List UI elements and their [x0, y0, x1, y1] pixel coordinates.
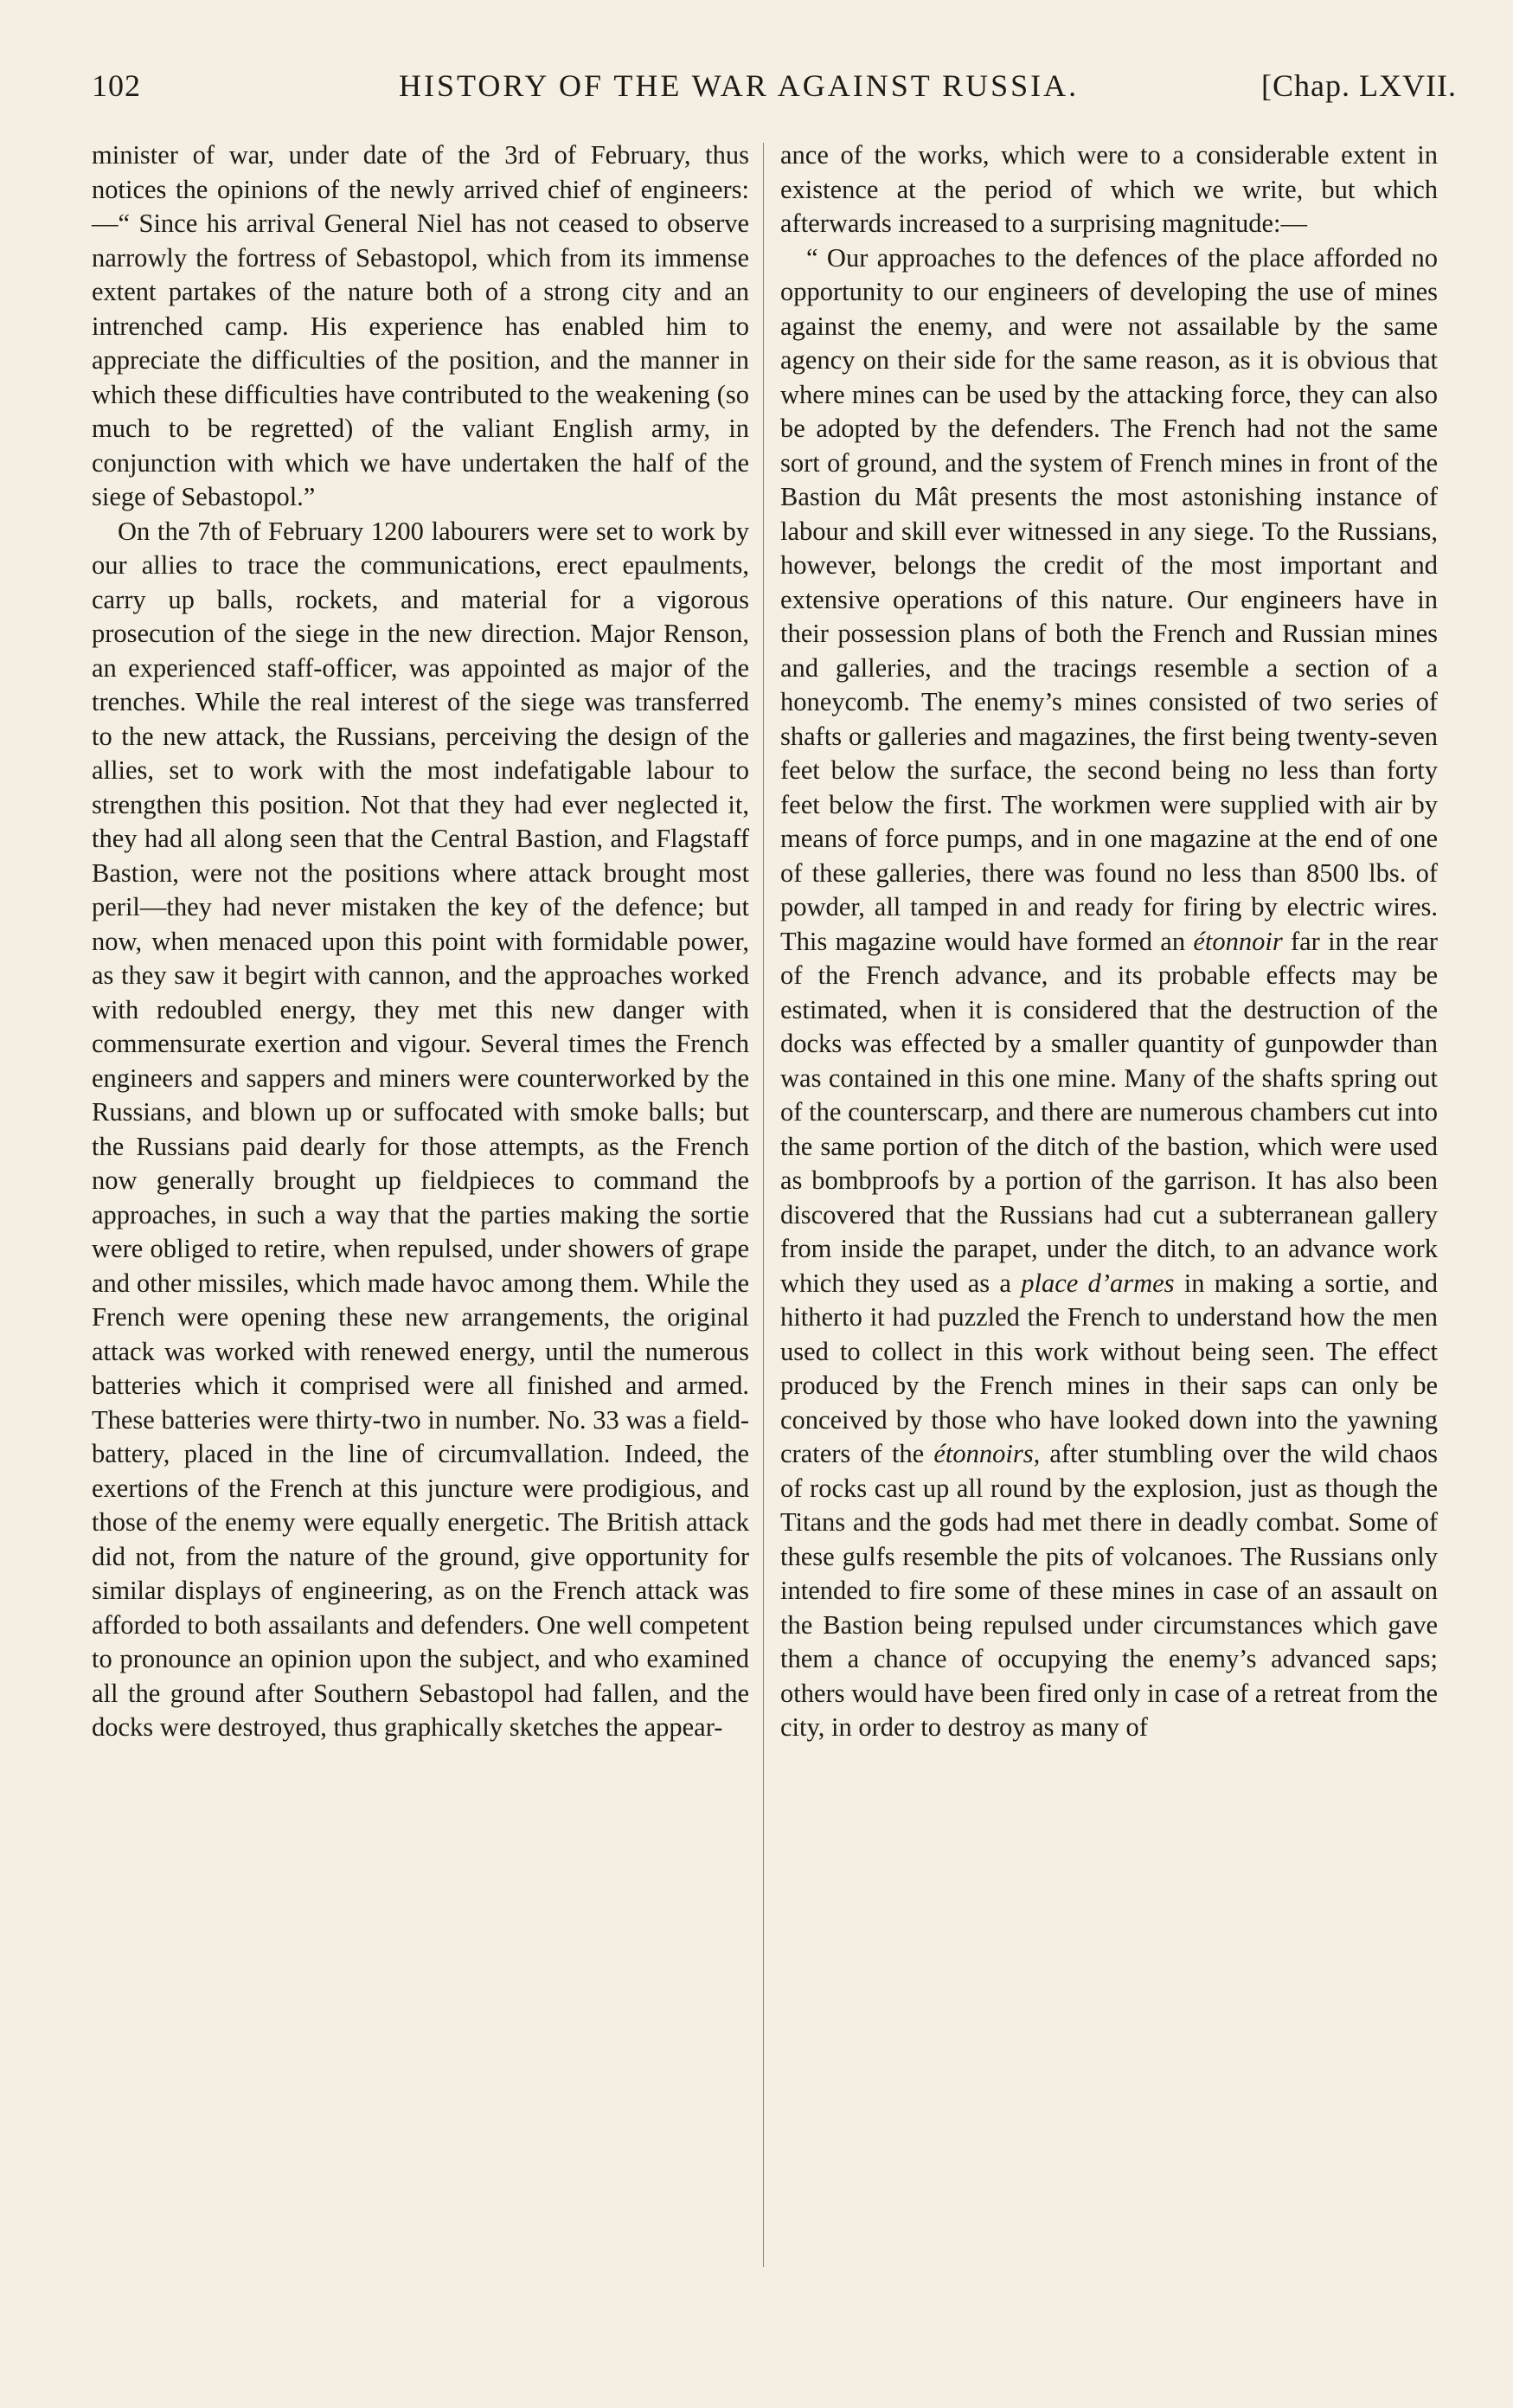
quote-text-part-3: in making a sortie, and hitherto it had puzzled the French to understand how the men used to collect in this work without being seen. The effect produced by the French mines in their saps can only be conceived by those who have looked down into the yawning craters of the	[780, 1268, 1439, 1468]
left-paragraph-2: On the 7th of February 1200 labourers were set to work by our allies to trace the communications, erect epaulments, carry up balls, rockets, and material for a vigorous prosecution of the siege in the new direction. Major Renson, an experienced staff-officer, was appointed as major of the trenches. While the real interest of the siege was transferred to the new attack, the Russians, perceiving the design of the allies, set to work with the most indefatigable labour to strengthen this position. Not that they had ever neglected it, they had all along seen that the Central Bastion, and Flagstaff Bastion, were not the positions where attack brought most peril—they had never mistaken the key of the defence; but now, when menaced upon this point with formidable power, as they saw it begirt with cannon, and the approaches worked with redoubled energy, they met this new danger with commensurate exertion and vigour. Several times the French engineers and sappers and miners were counterworked by the Russians, and blown up or suffocated with smoke balls; but the Russians paid dearly for those attempts, as the French now generally brought up fieldpieces to command the approaches, in such a way that the parties making the sortie were obliged to retire, when repulsed, under showers of grape and other missiles, which made havoc among them. While the French were opening these new arrangements, the original attack was worked with renewed energy, until the numerous batteries which it comprised were all finished and armed. These batteries were thirty-two in number. No. 33 was a field-battery, placed in the line of circumvallation. Indeed, the exertions of the French at this juncture were prodigious, and those of the enemy were equally energetic. The British attack did not, from the nature of the ground, give opportunity for similar displays of engineering, as on the French attack was afforded to both assailants and defenders. One well competent to pronounce an opinion upon the subject, and who examined all the ground after Southern Sebastopol had fallen, and the docks were destroyed, thus graphically sketches the appear-	[92, 516, 749, 1742]
chapter-label: [Chap. LXVII.	[1261, 68, 1457, 103]
italic-term-etonnoirs: étonnoirs,	[933, 1439, 1041, 1468]
quote-text-part-4: after stumbling over the wild chaos of rocks cast up all round by the explosion, just as though the Titans and the gods had met there in deadly combat. Some of these gulfs resemble the pits of volcanoes. The Russians only intended to fire some of these mines in case of an assault on the Bastion being repulsed under circumstances which gave them a chance of occupying the enemy’s advanced saps; others would have been fired only in case of a retreat from the city, in order to destroy as many of	[780, 1439, 1439, 1742]
quote-text-part-1: “ Our approaches to the defences of the place afforded no opportunity to our engineers of developing the use of mines against the enemy, and were not assailable by the same agency on their side for the same reason, as it is obvious that where mines can be used by the attacking force, they can also be adopted by the defenders. The French had not the same sort of ground, and the system of French mines in front of the Bastion du Mât presents the most astonishing instance of labour and skill ever witnessed in any siege. To the Russians, however, belongs the credit of the most important and extensive operations of this nature. Our engineers have in their possession plans of both the French and Russian mines and galleries, and the tracings resemble a section of a honeycomb. The enemy’s mines consisted of two series of shafts or galleries and magazines, the first being twenty-seven feet below the surface, the second being no less than forty feet below the first. The workmen were supplied with air by means of force pumps, and in one magazine at the end of one of these galleries, there was found no less than 8500 lbs. of powder, all tamped in and ready for firing by electric wires. This magazine would have formed an	[780, 242, 1438, 956]
running-title: HISTORY OF THE WAR AGAINST RUSSIA.	[399, 68, 1080, 103]
column-divider	[763, 143, 764, 2267]
right-paragraph-2	[780, 241, 1438, 1745]
italic-term-etonnoir: étonnoir	[1193, 926, 1283, 956]
left-paragraph-1: minister of war, under date of the 3rd of February, thus notices the opinions of the newly arrived chief of engineers:—“ Since his arrival General Niel has not ceased to observe narrowly the fortress of Sebastopol, which from its immense extent partakes of the nature both of a strong city and an intrenched camp. His experience has enabled him to appreciate the difficulties of the position, and the manner in which these difficulties have contributed to the weakening (so much to be regretted) of the valiant English army, in conjunction with which we have undertaken the half of the siege of Sebastopol.”	[92, 140, 749, 511]
quote-text-part-2: far in the rear of the French advance, and its probable effects may be estimated, when it is considered that the destruction of the docks was effected by a smaller quantity of gunpowder than was contained in this one mine. Many of the shafts spring out of the counterscarp, and there are numerous chambers cut into the same portion of the ditch of the bastion, which were used as bombproofs by a portion of the garrison. It has also been discovered that the Russians had cut a subterranean gallery from inside the parapet, under the ditch, to an advance work which they used as a	[780, 926, 1438, 1298]
right-column	[780, 138, 1438, 1745]
left-column	[92, 138, 749, 1745]
page-number: 102	[92, 68, 141, 103]
right-paragraph-1: ance of the works, which were to a considerable extent in existence at the period of which we write, but which afterwards increased to a surprising magnitude:—	[780, 140, 1438, 238]
italic-term-place-darmes: place d’armes	[1021, 1268, 1175, 1298]
page-header	[92, 67, 1457, 112]
